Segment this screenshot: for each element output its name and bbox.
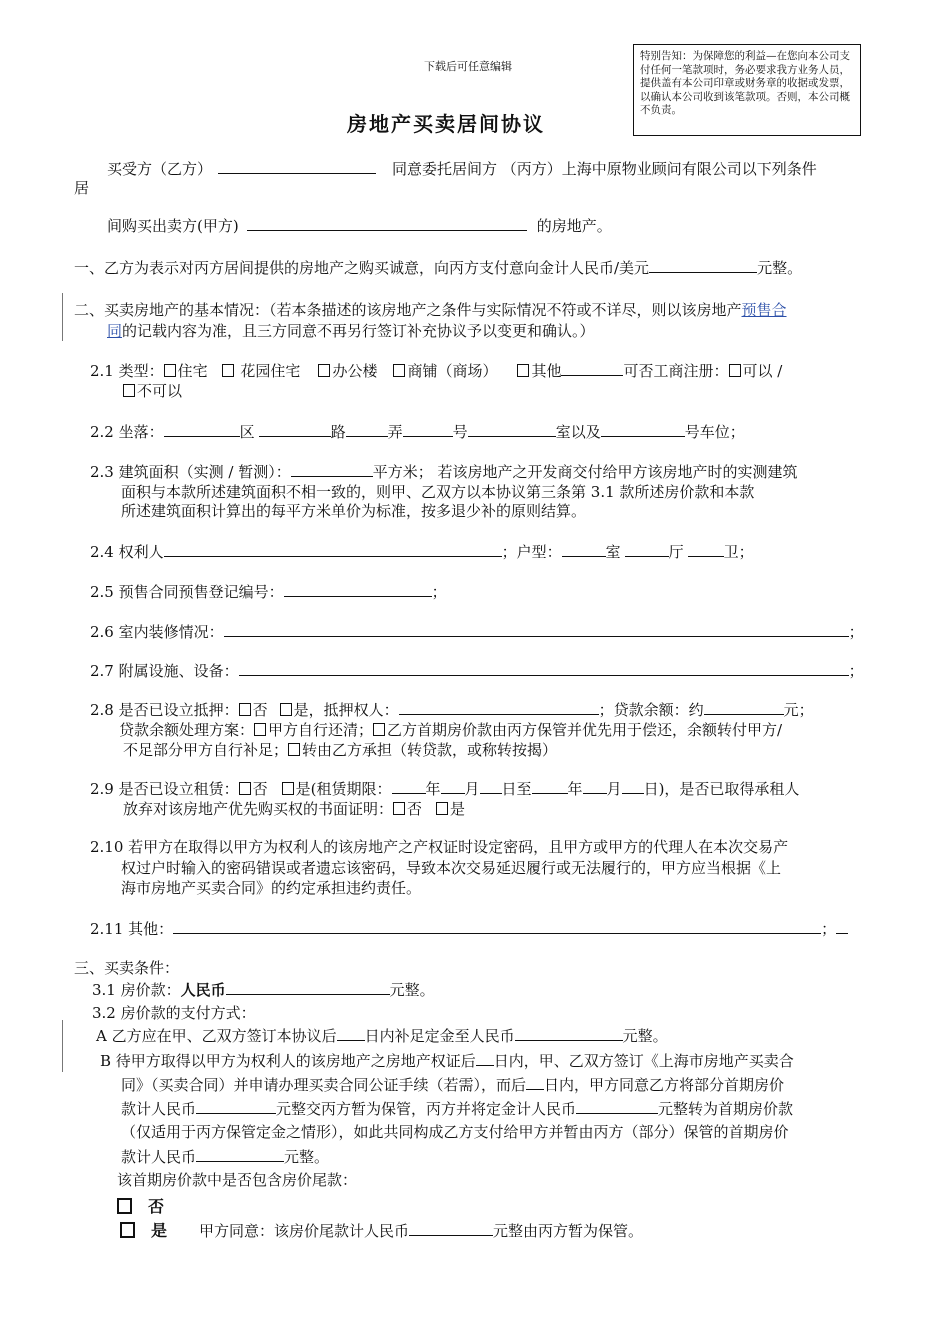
lease-start-month-blank[interactable] — [441, 777, 465, 794]
mortgagee-blank[interactable] — [399, 698, 599, 715]
tail-no-checkbox[interactable] — [117, 1198, 132, 1214]
item-2-5: 2.5 预售合同预售登记编号： ； — [90, 580, 447, 602]
payoff-escrow-checkbox[interactable] — [373, 723, 385, 736]
payoff-seller-checkbox[interactable] — [254, 723, 266, 736]
tail-yes-checkbox[interactable] — [120, 1222, 135, 1238]
loan-transfer-checkbox[interactable] — [288, 743, 300, 756]
halls-blank[interactable] — [625, 540, 669, 557]
section-2-heading-cont: 同的记载内容为准，且三方同意不再另行签订补充协议予以变更和确认。） — [107, 322, 595, 340]
first-payment-blank[interactable] — [196, 1145, 284, 1162]
presale-contract-link[interactable]: 预售合 — [741, 301, 787, 319]
item-2-1-cont: 不可以 — [123, 380, 182, 401]
presale-contract-link-2[interactable]: 同 — [107, 322, 123, 340]
item-2-8: 2.8 是否已设立抵押： 否 是，抵押权人： ；贷款余额：约 元； — [90, 698, 814, 720]
section-3-heading: 三、买卖条件： — [74, 959, 180, 977]
deposit-days-blank[interactable] — [337, 1024, 365, 1041]
payment-b-line1: B 待甲方取得以甲方为权利人的该房地产之房地产权证后 日内，甲、乙双方签订《上海市房地产买卖合 — [100, 1049, 794, 1071]
facilities-blank[interactable] — [239, 659, 849, 676]
item-2-2: 2.2 坐落： 区 路 弄 号 室以及 号车位； — [90, 420, 745, 442]
revision-bar-2 — [62, 1020, 63, 1046]
seller-line: 间购买出卖方(甲方) 的房地产。 — [107, 214, 612, 236]
lease-yes-checkbox[interactable] — [282, 782, 294, 795]
item-2-8-line2: 贷款余额处理方案： 甲方自行还清； 乙方首期房价款由丙方保管并优先用于偿还，余额转付甲方/ — [119, 721, 783, 739]
item-2-9: 2.9 是否已设立租赁： 否 是(租赁期限： 年 月 日至 年 月 日)，是否已取得承租人 — [90, 777, 799, 799]
section-1: 一、乙方为表示对丙方居间提供的房地产之购买诚意，向丙方支付意向金计人民币/美元 元整。 — [74, 256, 802, 278]
tail-payment-yes: 是 甲方同意：该房价尾款计人民币 元整由丙方暂为保管。 — [120, 1218, 643, 1241]
rooms-blank[interactable] — [562, 540, 606, 557]
tail-amount-blank[interactable] — [409, 1219, 493, 1236]
waiver-yes-checkbox[interactable] — [436, 802, 448, 815]
register-yes-checkbox[interactable] — [729, 364, 741, 377]
type-other-blank[interactable] — [561, 359, 623, 376]
buyer-line-wrap: 居 — [74, 179, 90, 197]
mortgage-yes-checkbox[interactable] — [280, 703, 292, 716]
item-2-7: 2.7 附属设施、设备： ； — [90, 659, 864, 681]
deposit-blank[interactable] — [649, 256, 757, 273]
parking-blank[interactable] — [601, 420, 685, 437]
item-2-1: 2.1 类型： 住宅 花园住宅 办公楼 商铺（商场） 其他 可否工商注册： 可以 / — [90, 359, 782, 381]
item-3-2: 3.2 房价款的支付方式： — [92, 1004, 256, 1022]
presale-number-blank[interactable] — [284, 580, 432, 597]
revision-bar — [62, 293, 63, 341]
number-blank[interactable] — [403, 420, 453, 437]
loan-balance-blank[interactable] — [704, 698, 784, 715]
type-garden-checkbox[interactable] — [222, 364, 234, 377]
document-title: 房地产买卖居间协议 — [347, 112, 545, 136]
lease-start-year-blank[interactable] — [392, 777, 426, 794]
item-2-9-line2: 放弃对该房地产优先购买权的书面证明： 否 是 — [123, 800, 466, 818]
item-2-10-line3: 海市房地产买卖合同》的约定承担违约责任。 — [121, 879, 422, 897]
buyer-blank[interactable] — [218, 157, 376, 174]
payment-b-line4: （仅适用于丙方保管定金之情形），如此共同构成乙方支付给甲方并暂由丙方（部分）保管的首期房价 — [121, 1123, 789, 1141]
lease-end-month-blank[interactable] — [583, 777, 607, 794]
waiver-no-checkbox[interactable] — [393, 802, 405, 815]
lane-blank[interactable] — [346, 420, 388, 437]
transfer-days-blank[interactable] — [526, 1073, 544, 1090]
item-2-8-line3: 不足部分甲方自行补足； 转由乙方承担（转贷款，或称转按揭） — [123, 741, 558, 759]
editable-note: 下载后可任意编辑 — [424, 60, 512, 73]
other-blank[interactable] — [173, 917, 821, 934]
deposit-convert-blank[interactable] — [576, 1097, 658, 1114]
lease-end-year-blank[interactable] — [532, 777, 568, 794]
payment-b-line3: 款计人民币 元整交丙方暂为保管，丙方并将定金计人民币 元整转为首期房价款 — [121, 1097, 793, 1119]
item-3-1: 3.1 房价款：人民币 元整。 — [92, 978, 435, 1000]
lease-end-day-blank[interactable] — [622, 777, 644, 794]
item-2-6: 2.6 室内装修情况： ； — [90, 620, 864, 642]
area-blank[interactable] — [291, 460, 373, 477]
item-2-3-line2: 面积与本款所述建筑面积不相一致的，则甲、乙双方以本协议第三条第 3.1 款所述房价款和本款 — [121, 483, 755, 501]
tail-payment-no: 否 — [117, 1194, 164, 1217]
item-2-3-line3: 所述建筑面积计算出的每平方米单价为标准，按多退少补的原则结算。 — [121, 502, 587, 520]
type-office-checkbox[interactable] — [318, 364, 330, 377]
lease-no-checkbox[interactable] — [239, 782, 251, 795]
payment-b-line5: 款计人民币 元整。 — [121, 1145, 329, 1167]
tail-payment-question: 该首期房价款中是否包含房价尾款： — [117, 1171, 358, 1189]
room-blank[interactable] — [468, 420, 556, 437]
item-2-3: 2.3 建筑面积（实测 / 暂测）： 平方米； 若该房地产之开发商交付给甲方该房地产时的实测建筑 — [90, 460, 798, 482]
payment-b-line2: 同》（买卖合同）并申请办理买卖合同公证手续（若需），而后 日内，甲方同意乙方将部分首期房价 — [121, 1073, 784, 1095]
district-blank[interactable] — [164, 420, 240, 437]
type-shop-checkbox[interactable] — [393, 364, 405, 377]
register-no-checkbox[interactable] — [123, 384, 135, 397]
item-2-4: 2.4 权利人 ；户型： 室 厅 卫； — [90, 540, 754, 562]
section-2-heading: 二、买卖房地产的基本情况：（若本条描述的该房地产之条件与实际情况不符或不详尽，则以该房地产预售合 — [74, 301, 787, 319]
type-other-checkbox[interactable] — [517, 364, 529, 377]
type-residence-checkbox[interactable] — [164, 364, 176, 377]
decoration-blank[interactable] — [224, 620, 849, 637]
contract-days-blank[interactable] — [476, 1049, 494, 1066]
mortgage-no-checkbox[interactable] — [239, 703, 251, 716]
price-blank[interactable] — [226, 978, 390, 995]
special-notice-box: 特别告知：为保障您的利益—在您向本公司支付任何一笔款项时，务必要求我方业务人员，提供盖有本公司印章或财务章的收据或发票，以确认本公司收到该笔款项。否则，本公司概不负责。 — [633, 44, 861, 136]
item-2-11: 2.11 其他： ； — [90, 917, 848, 939]
payment-a: A 乙方应在甲、乙双方签订本协议后 日内补足定金至人民币 元整。 — [96, 1024, 668, 1046]
deposit-amount-blank[interactable] — [515, 1024, 623, 1041]
other-blank-tail — [836, 917, 848, 934]
down-payment-blank[interactable] — [196, 1097, 276, 1114]
item-2-10-line2: 权过户时输入的密码错误或者遗忘该密码，导致本次交易延迟履行或无法履行的，甲方应当根据《上 — [121, 859, 782, 877]
lease-start-day-blank[interactable] — [480, 777, 502, 794]
owner-blank[interactable] — [164, 540, 502, 557]
revision-bar-3 — [62, 1046, 63, 1072]
item-2-10: 2.10 若甲方在取得以甲方为权利人的该房地产之产权证时设定密码，且甲方或甲方的代理人在本次交易产 — [90, 838, 789, 856]
baths-blank[interactable] — [688, 540, 724, 557]
road-blank[interactable] — [259, 420, 331, 437]
seller-blank[interactable] — [247, 214, 527, 231]
buyer-line: 买受方（乙方） 同意委托居间方 （丙方）上海中原物业顾问有限公司以下列条件 — [107, 157, 817, 179]
